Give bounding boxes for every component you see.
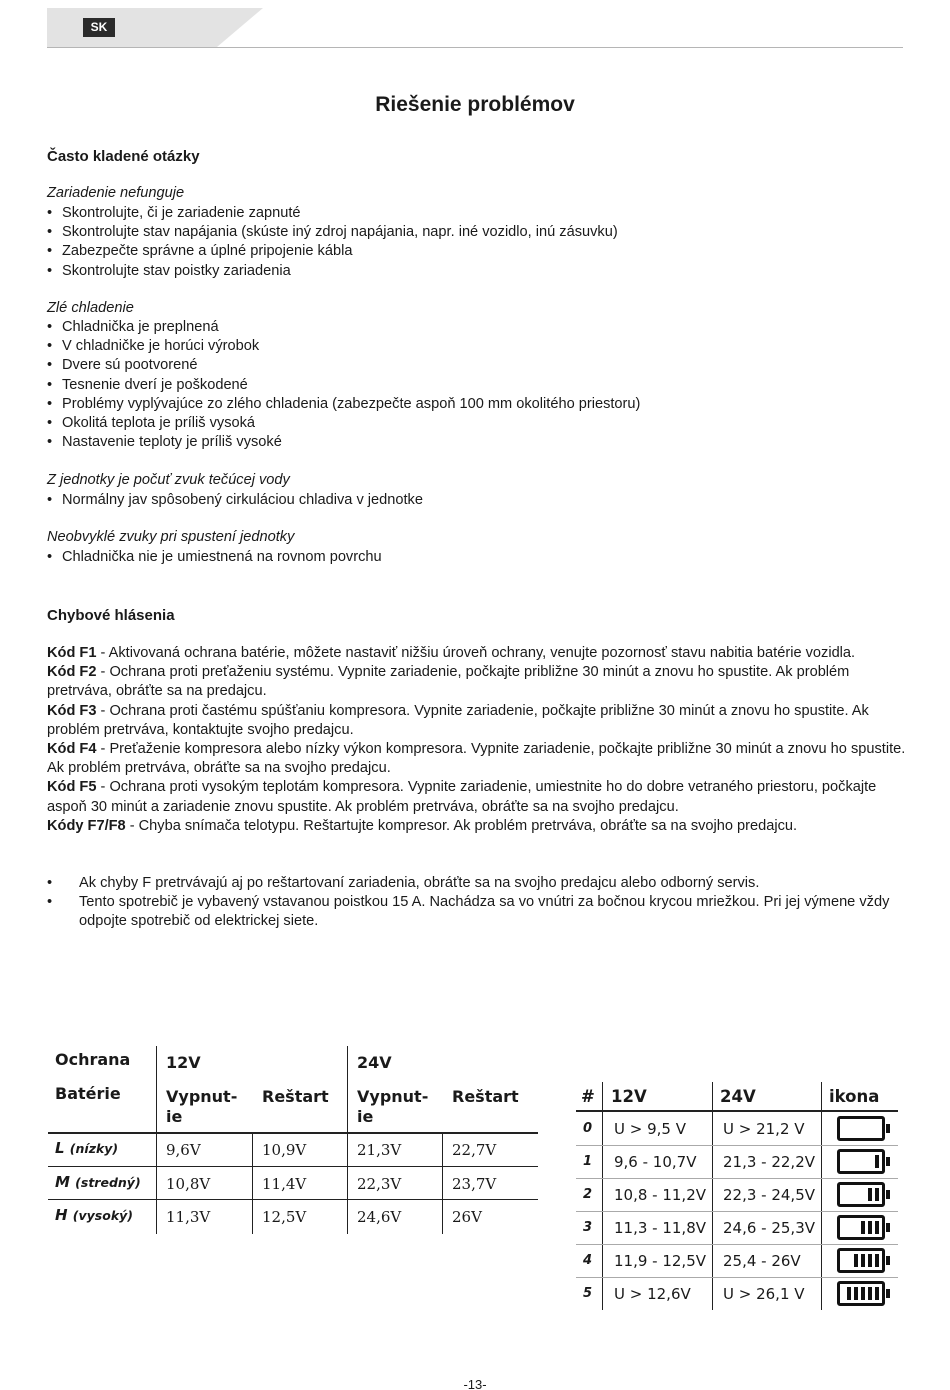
error-code-text: - Preťaženie kompresora alebo nízky výkon kompresora. Vypnite zariadenie, počkajte približne 30 minút a znovu ho spustite. Ak problém pretrváva, obráťte sa na svojho predajcu. bbox=[47, 741, 906, 777]
faq-group-title: Z jednotky je počuť zvuk tečúcej vody bbox=[47, 472, 290, 488]
voltage-value: 26V bbox=[452, 1208, 482, 1226]
header-24v-restart: Reštart bbox=[452, 1087, 519, 1106]
battery-bar bbox=[875, 1188, 879, 1201]
error-notes bbox=[47, 874, 907, 932]
page-number: -13- bbox=[463, 1377, 487, 1390]
level-code: H bbox=[55, 1206, 68, 1224]
protection-level-label bbox=[55, 1173, 141, 1191]
battery-icon bbox=[837, 1215, 885, 1240]
voltage-value: 10,9V bbox=[262, 1141, 307, 1159]
level-number: 5 bbox=[583, 1286, 593, 1301]
voltage-value: 22,3V bbox=[357, 1175, 402, 1193]
faq-group-title: Neobvyklé zvuky pri spustení jednotky bbox=[47, 529, 295, 545]
voltage-range: U > 9,5 V bbox=[614, 1120, 686, 1138]
voltage-range: 24,6 - 25,3V bbox=[723, 1219, 816, 1237]
faq-group-title: Zlé chladenie bbox=[47, 300, 134, 316]
error-code-text: - Chyba snímača telotypu. Reštartujte kompresor. Ak problém pretrváva, obráťte sa na svojho predajcu. bbox=[125, 817, 798, 834]
voltage-range: 21,3 - 22,2V bbox=[723, 1153, 816, 1171]
error-code-entry bbox=[47, 663, 907, 701]
battery-bar bbox=[875, 1254, 879, 1267]
compass-logo bbox=[791, 8, 903, 42]
faq-heading: Často kladené otázky bbox=[47, 148, 200, 165]
level-desc: (vysoký) bbox=[72, 1208, 134, 1223]
header-12v: 12V bbox=[611, 1087, 647, 1106]
level-number: 3 bbox=[583, 1220, 593, 1235]
voltage-value: 11,3V bbox=[166, 1208, 211, 1226]
header-ochrana: Ochrana bbox=[55, 1050, 131, 1069]
faq-item: • Chladnička je preplnená bbox=[47, 318, 640, 337]
faq-item: • Skontrolujte stav poistky zariadenia bbox=[47, 262, 618, 281]
faq-item: • Tesnenie dverí je poškodené bbox=[47, 376, 640, 395]
faq-item: • Skontrolujte stav napájania (skúste iný zdroj napájania, napr. iné vozidlo, inú zásuvku) bbox=[47, 223, 618, 242]
faq-item: • Dvere sú pootvorené bbox=[47, 356, 640, 375]
error-code-label: Kódy F7/F8 bbox=[47, 817, 126, 834]
error-code-label: Kód F5 bbox=[47, 779, 97, 796]
protection-level-label bbox=[55, 1139, 118, 1157]
note-item: • Tento spotrebič je vybavený vstavanou poistkou 15 A. Nachádza sa vo vnútri za bočnou krycou mriežkou. Pri jej výmene vždy odpojte spotrebič od elektrickej siete. bbox=[47, 893, 907, 931]
error-codes bbox=[47, 644, 907, 836]
battery-bar bbox=[868, 1221, 872, 1234]
faq-group-title: Zariadenie nefunguje bbox=[47, 185, 185, 201]
battery-icon bbox=[837, 1248, 885, 1273]
error-code-entry bbox=[47, 817, 907, 836]
error-code-text: - Ochrana proti častému spúšťaniu kompresora. Vypnite zariadenie, počkajte približne 30 minút a znovu ho spustite. Ak problém pretrváva, kontaktujte svojho predajcu. bbox=[47, 702, 869, 738]
voltage-range: U > 21,2 V bbox=[723, 1120, 805, 1138]
faq-list bbox=[47, 204, 618, 281]
language-badge: SK bbox=[83, 18, 115, 37]
error-code-entry bbox=[47, 740, 907, 778]
battery-table bbox=[576, 1082, 898, 1310]
battery-icon bbox=[837, 1149, 885, 1174]
voltage-range: U > 12,6V bbox=[614, 1285, 691, 1303]
header-24v-off: Vypnut- ie bbox=[357, 1087, 429, 1126]
page-header bbox=[47, 8, 903, 48]
errors-heading: Chybové hlásenia bbox=[47, 607, 175, 624]
battery-icon bbox=[837, 1281, 885, 1306]
header-tab-slope bbox=[217, 8, 263, 47]
voltage-value: 10,8V bbox=[166, 1175, 211, 1193]
note-item: • Ak chyby F pretrvávajú aj po reštartovaní zariadenia, obráťte sa na svojho predajcu alebo odborný servis. bbox=[47, 874, 907, 893]
battery-bar bbox=[854, 1254, 858, 1267]
faq-list bbox=[47, 491, 423, 510]
level-number: 4 bbox=[583, 1253, 593, 1268]
battery-bar bbox=[854, 1287, 858, 1300]
battery-icon bbox=[837, 1182, 885, 1207]
error-code-label: Kód F4 bbox=[47, 741, 97, 758]
voltage-range: 11,3 - 11,8V bbox=[614, 1219, 707, 1237]
error-code-text: - Ochrana proti preťaženiu systému. Vypnite zariadenie, počkajte približne 30 minút a znovu ho spustite. Ak problém pretrváva, obráťte sa na predajcu. bbox=[47, 664, 850, 700]
voltage-range: 22,3 - 24,5V bbox=[723, 1186, 816, 1204]
header-baterie: Batérie bbox=[55, 1084, 121, 1103]
voltage-range: 25,4 - 26V bbox=[723, 1252, 801, 1270]
error-code-label: Kód F3 bbox=[47, 702, 97, 719]
battery-bar bbox=[861, 1254, 865, 1267]
faq-item: • Problémy vyplývajúce zo zlého chladenia (zabezpečte aspoň 100 mm okolitého priestoru) bbox=[47, 395, 640, 414]
header-12v: 12V bbox=[166, 1053, 201, 1072]
voltage-range: 10,8 - 11,2V bbox=[614, 1186, 707, 1204]
battery-bar bbox=[861, 1287, 865, 1300]
error-code-entry bbox=[47, 778, 907, 816]
faq-item: • Nastavenie teploty je príliš vysoké bbox=[47, 433, 640, 452]
error-code-entry bbox=[47, 702, 907, 740]
battery-bar bbox=[868, 1287, 872, 1300]
voltage-value: 24,6V bbox=[357, 1208, 402, 1226]
header-line bbox=[47, 47, 903, 48]
voltage-value: 11,4V bbox=[262, 1175, 307, 1193]
voltage-range: 9,6 - 10,7V bbox=[614, 1153, 697, 1171]
battery-bar bbox=[875, 1155, 879, 1168]
error-code-entry bbox=[47, 644, 907, 663]
voltage-range: 11,9 - 12,5V bbox=[614, 1252, 707, 1270]
faq-item: • Okolitá teplota je príliš vysoká bbox=[47, 414, 640, 433]
faq-item: • V chladničke je horúci výrobok bbox=[47, 337, 640, 356]
battery-bar bbox=[868, 1254, 872, 1267]
header-icon: ikona bbox=[829, 1087, 880, 1106]
level-desc: (nízky) bbox=[69, 1141, 119, 1156]
battery-bar bbox=[847, 1287, 851, 1300]
header-tab bbox=[47, 8, 217, 47]
header-num: # bbox=[581, 1087, 595, 1106]
battery-bar bbox=[868, 1188, 872, 1201]
faq-item: • Normálny jav spôsobený cirkuláciou chladiva v jednotke bbox=[47, 491, 423, 510]
battery-icon bbox=[837, 1116, 885, 1141]
faq-item: • Skontrolujte, či je zariadenie zapnuté bbox=[47, 204, 618, 223]
faq-list bbox=[47, 548, 382, 567]
level-code: M bbox=[55, 1173, 70, 1191]
page-title: Riešenie problémov bbox=[375, 93, 575, 116]
faq-item: • Zabezpečte správne a úplné pripojenie kábla bbox=[47, 242, 618, 261]
faq-list bbox=[47, 318, 640, 452]
header-12v-restart: Reštart bbox=[262, 1087, 329, 1106]
error-code-label: Kód F2 bbox=[47, 664, 97, 681]
level-number: 2 bbox=[583, 1187, 593, 1202]
battery-bar bbox=[861, 1221, 865, 1234]
protection-level-label bbox=[55, 1206, 133, 1224]
faq-item: • Chladnička nie je umiestnená na rovnom povrchu bbox=[47, 548, 382, 567]
voltage-range: U > 26,1 V bbox=[723, 1285, 805, 1303]
voltage-value: 21,3V bbox=[357, 1141, 402, 1159]
protection-table bbox=[48, 1046, 538, 1234]
voltage-value: 12,5V bbox=[262, 1208, 307, 1226]
level-number: 0 bbox=[583, 1121, 593, 1136]
level-number: 1 bbox=[583, 1154, 593, 1169]
level-desc: (stredný) bbox=[75, 1175, 141, 1190]
error-code-label: Kód F1 bbox=[47, 645, 97, 661]
battery-bar bbox=[875, 1287, 879, 1300]
header-12v-off: Vypnut- ie bbox=[166, 1087, 238, 1126]
voltage-value: 9,6V bbox=[166, 1141, 201, 1159]
voltage-value: 23,7V bbox=[452, 1175, 497, 1193]
header-24v: 24V bbox=[720, 1087, 756, 1106]
battery-bar bbox=[875, 1221, 879, 1234]
level-code: L bbox=[55, 1139, 65, 1157]
header-24v: 24V bbox=[357, 1053, 392, 1072]
voltage-value: 22,7V bbox=[452, 1141, 497, 1159]
error-code-text: - Aktivovaná ochrana batérie, môžete nastaviť nižšiu úroveň ochrany, venujte pozornosť stavu nabitia batérie vozidla. bbox=[96, 645, 856, 661]
error-code-text: - Ochrana proti vysokým teplotám kompresora. Vypnite zariadenie, umiestnite ho do dobre vetraného priestoru, počkajte aspoň 30 minút a zariadenie znovu spustite. Ak problém pretrváva, obráťte sa na svojho predajcu. bbox=[47, 779, 877, 815]
